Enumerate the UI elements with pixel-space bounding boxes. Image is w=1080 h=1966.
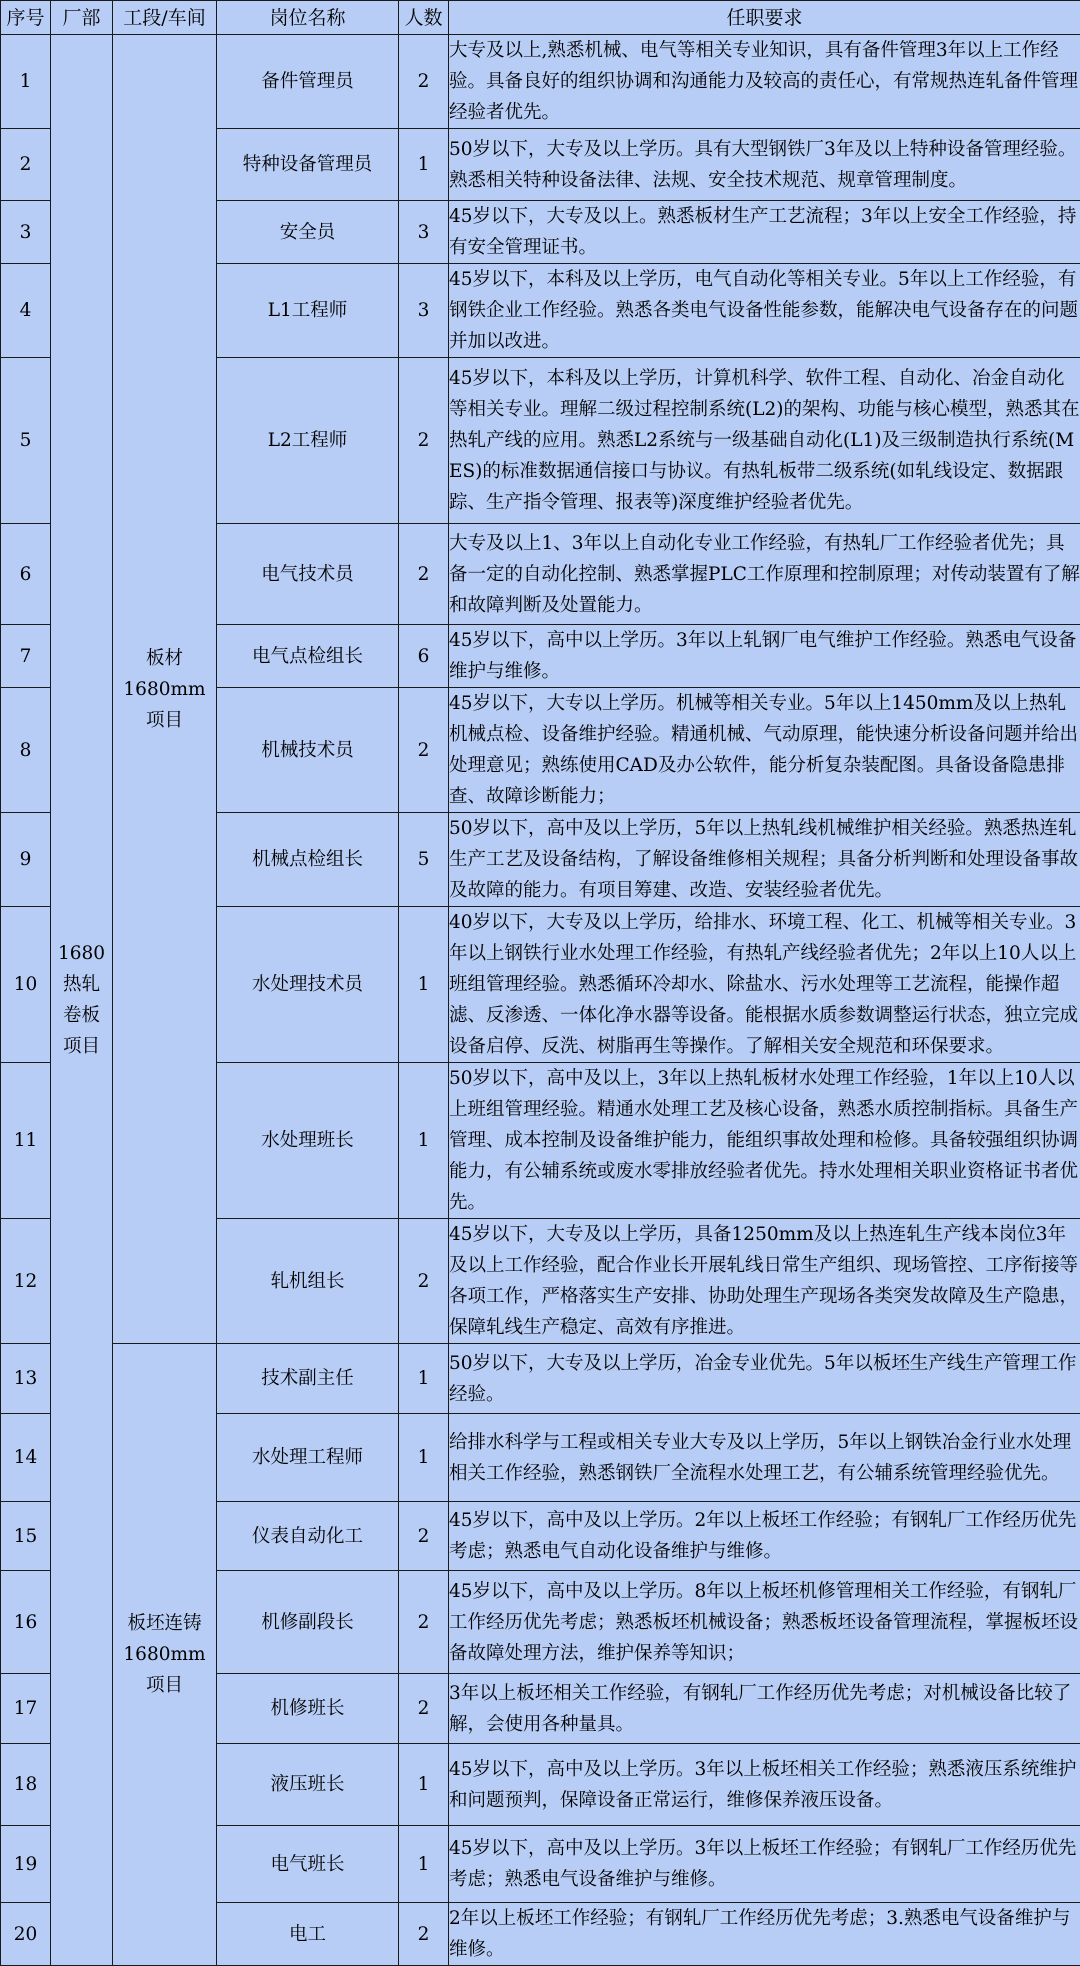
header-position: 岗位名称 bbox=[217, 1, 399, 35]
count-cell: 1 bbox=[399, 1414, 449, 1502]
position-cell: 安全员 bbox=[217, 201, 399, 264]
count-cell: 1 bbox=[399, 1344, 449, 1414]
count-cell: 2 bbox=[399, 1219, 449, 1344]
seq-cell: 15 bbox=[1, 1502, 51, 1571]
requirement-cell: 45岁以下，高中及以上学历。2年以上板坯工作经验；有钢轧厂工作经历优先考虑；熟悉电气自动化设备维护与维修。 bbox=[449, 1502, 1080, 1571]
section-line: 项目 bbox=[113, 705, 216, 736]
requirement-cell: 45岁以下，高中及以上学历。3年以上板坯相关工作经验；熟悉液压系统维护和问题预判，保障设备正常运行，维修保养液压设备。 bbox=[449, 1744, 1080, 1826]
count-cell: 2 bbox=[399, 1674, 449, 1744]
count-cell: 2 bbox=[399, 1571, 449, 1674]
seq-cell: 13 bbox=[1, 1344, 51, 1414]
count-cell: 2 bbox=[399, 1502, 449, 1571]
position-cell: L2工程师 bbox=[217, 358, 399, 524]
count-cell: 1 bbox=[399, 1744, 449, 1826]
header-seq: 序号 bbox=[1, 1, 51, 35]
factory-cell bbox=[51, 35, 113, 1966]
seq-cell: 7 bbox=[1, 625, 51, 688]
position-cell: 电工 bbox=[217, 1903, 399, 1966]
count-cell: 6 bbox=[399, 625, 449, 688]
seq-cell: 3 bbox=[1, 201, 51, 264]
requirement-cell: 45岁以下，大专及以上。熟悉板材生产工艺流程；3年以上安全工作经验，持有安全管理证书。 bbox=[449, 201, 1080, 264]
count-cell: 2 bbox=[399, 35, 449, 129]
seq-cell: 4 bbox=[1, 264, 51, 358]
seq-cell: 12 bbox=[1, 1219, 51, 1344]
factory-line: 1680 bbox=[51, 938, 112, 969]
requirement-cell: 40岁以下，大专及以上学历，给排水、环境工程、化工、机械等相关专业。3年以上钢铁行业水处理工作经验，有热轧产线经验者优先；2年以上10人以上班组管理经验。熟悉循环冷却水、除盐水、污水处理等工艺流程，能操作超滤、反渗透、一体化净水器等设备。能根据水质参数调整运行状态，独立完成设备启停、反洗、树脂再生等操作。了解相关安全规范和环保要求。 bbox=[449, 907, 1080, 1063]
position-cell: 机修班长 bbox=[217, 1674, 399, 1744]
header-section: 工段/车间 bbox=[113, 1, 217, 35]
count-cell: 1 bbox=[399, 1063, 449, 1219]
section-line: 1680mm bbox=[113, 1639, 216, 1670]
requirement-cell: 45岁以下，本科及以上学历，计算机科学、软件工程、自动化、冶金自动化等相关专业。理解二级过程控制系统(L2)的架构、功能与核心模型，熟悉其在热轧产线的应用。熟悉L2系统与一级基础自动化(L1)及三级制造执行系统(MES)的标准数据通信接口与协议。有热轧板带二级系统(如轧线设定、数据跟踪、生产指令管理、报表等)深度维护经验者优先。 bbox=[449, 358, 1080, 524]
requirement-cell: 3年以上板坯相关工作经验，有钢轧厂工作经历优先考虑；对机械设备比较了解，会使用各种量具。 bbox=[449, 1674, 1080, 1744]
position-cell: 特种设备管理员 bbox=[217, 129, 399, 201]
count-cell: 5 bbox=[399, 813, 449, 907]
position-cell: 电气点检组长 bbox=[217, 625, 399, 688]
section-cell bbox=[113, 35, 217, 1344]
factory-line: 项目 bbox=[51, 1031, 112, 1062]
header-count: 人数 bbox=[399, 1, 449, 35]
requirement-cell: 45岁以下，本科及以上学历，电气自动化等相关专业。5年以上工作经验，有钢铁企业工作经验。熟悉各类电气设备性能参数，能解决电气设备存在的问题并加以改进。 bbox=[449, 264, 1080, 358]
position-cell: 液压班长 bbox=[217, 1744, 399, 1826]
seq-cell: 8 bbox=[1, 688, 51, 813]
count-cell: 1 bbox=[399, 129, 449, 201]
position-cell: 电气技术员 bbox=[217, 524, 399, 625]
position-cell: 机修副段长 bbox=[217, 1571, 399, 1674]
requirement-cell: 45岁以下，大专及以上学历，具备1250mm及以上热连轧生产线本岗位3年及以上工作经验，配合作业长开展轧线日常生产组织、现场管控、工序衔接等各项工作，严格落实生产安排、协助处理生产现场各类突发故障及生产隐患，保障轧线生产稳定、高效有序推进。 bbox=[449, 1219, 1080, 1344]
seq-cell: 14 bbox=[1, 1414, 51, 1502]
position-cell: L1工程师 bbox=[217, 264, 399, 358]
seq-cell: 5 bbox=[1, 358, 51, 524]
requirement-cell: 2年以上板坯工作经验；有钢轧厂工作经历优先考虑；3.熟悉电气设备维护与维修。 bbox=[449, 1903, 1080, 1966]
requirement-cell: 大专及以上1、3年以上自动化专业工作经验，有热轧厂工作经验者优先；具备一定的自动化控制、熟悉掌握PLC工作原理和控制原理；对传动装置有了解和故障判断及处置能力。 bbox=[449, 524, 1080, 625]
requirement-cell: 给排水科学与工程或相关专业大专及以上学历，5年以上钢铁冶金行业水处理相关工作经验，熟悉钢铁厂全流程水处理工艺，有公辅系统管理经验优先。 bbox=[449, 1414, 1080, 1502]
seq-cell: 20 bbox=[1, 1903, 51, 1966]
requirement-cell: 大专及以上,熟悉机械、电气等相关专业知识，具有备件管理3年以上工作经验。具备良好的组织协调和沟通能力及较高的责任心，有常规热连轧备件管理经验者优先。 bbox=[449, 35, 1080, 129]
section-line: 板坯连铸 bbox=[113, 1608, 216, 1639]
table-row bbox=[1, 1344, 1080, 1414]
seq-cell: 18 bbox=[1, 1744, 51, 1826]
count-cell: 3 bbox=[399, 201, 449, 264]
position-cell: 备件管理员 bbox=[217, 35, 399, 129]
position-cell: 水处理技术员 bbox=[217, 907, 399, 1063]
seq-cell: 11 bbox=[1, 1063, 51, 1219]
section-line: 板材 bbox=[113, 643, 216, 674]
position-cell: 仪表自动化工 bbox=[217, 1502, 399, 1571]
count-cell: 2 bbox=[399, 524, 449, 625]
requirement-cell: 50岁以下，大专及以上学历。具有大型钢铁厂3年及以上特种设备管理经验。熟悉相关特种设备法律、法规、安全技术规范、规章管理制度。 bbox=[449, 129, 1080, 201]
requirement-cell: 50岁以下，高中及以上，3年以上热轧板材水处理工作经验，1年以上10人以上班组管理经验。精通水处理工艺及核心设备，熟悉水质控制指标。具备生产管理、成本控制及设备维护能力，能组织事故处理和检修。具备较强组织协调能力，有公辅系统或废水零排放经验者优先。持水处理相关职业资格证书者优先。 bbox=[449, 1063, 1080, 1219]
factory-line: 热轧 bbox=[51, 969, 112, 1000]
count-cell: 2 bbox=[399, 688, 449, 813]
count-cell: 2 bbox=[399, 1903, 449, 1966]
count-cell: 1 bbox=[399, 1826, 449, 1903]
requirement-cell: 50岁以下，高中及以上学历，5年以上热轧线机械维护相关经验。熟悉热连轧生产工艺及设备结构，了解设备维修相关规程；具备分析判断和处理设备事故及故障的能力。有项目筹建、改造、安装经验者优先。 bbox=[449, 813, 1080, 907]
seq-cell: 17 bbox=[1, 1674, 51, 1744]
count-cell: 1 bbox=[399, 907, 449, 1063]
header-row bbox=[1, 1, 1080, 35]
section-line: 项目 bbox=[113, 1670, 216, 1701]
position-cell: 机械点检组长 bbox=[217, 813, 399, 907]
count-cell: 2 bbox=[399, 358, 449, 524]
header-factory: 厂部 bbox=[51, 1, 113, 35]
position-cell: 技术副主任 bbox=[217, 1344, 399, 1414]
seq-cell: 16 bbox=[1, 1571, 51, 1674]
requirement-cell: 45岁以下，大专以上学历。机械等相关专业。5年以上1450mm及以上热轧机械点检、设备维护经验。精通机械、气动原理，能快速分析设备问题并给出处理意见；熟练使用CAD及办公软件，能分析复杂装配图。具备设备隐患排查、故障诊断能力； bbox=[449, 688, 1080, 813]
seq-cell: 10 bbox=[1, 907, 51, 1063]
seq-cell: 19 bbox=[1, 1826, 51, 1903]
seq-cell: 6 bbox=[1, 524, 51, 625]
requirement-cell: 50岁以下，大专及以上学历，冶金专业优先。5年以板坯生产线生产管理工作经验。 bbox=[449, 1344, 1080, 1414]
seq-cell: 1 bbox=[1, 35, 51, 129]
seq-cell: 9 bbox=[1, 813, 51, 907]
requirement-cell: 45岁以下，高中及以上学历。3年以上板坯工作经验；有钢轧厂工作经历优先考虑；熟悉电气设备维护与维修。 bbox=[449, 1826, 1080, 1903]
header-requirement: 任职要求 bbox=[449, 1, 1080, 35]
count-cell: 3 bbox=[399, 264, 449, 358]
position-cell: 机械技术员 bbox=[217, 688, 399, 813]
position-cell: 轧机组长 bbox=[217, 1219, 399, 1344]
requirement-cell: 45岁以下，高中及以上学历。8年以上板坯机修管理相关工作经验，有钢轧厂工作经历优先考虑；熟悉板坯机械设备；熟悉板坯设备管理流程，掌握板坯设备故障处理方法，维护保养等知识； bbox=[449, 1571, 1080, 1674]
seq-cell: 2 bbox=[1, 129, 51, 201]
requirement-cell: 45岁以下，高中以上学历。3年以上轧钢厂电气维护工作经验。熟悉电气设备维护与维修。 bbox=[449, 625, 1080, 688]
position-cell: 水处理工程师 bbox=[217, 1414, 399, 1502]
factory-line: 卷板 bbox=[51, 1000, 112, 1031]
position-cell: 水处理班长 bbox=[217, 1063, 399, 1219]
table-row bbox=[1, 35, 1080, 129]
position-cell: 电气班长 bbox=[217, 1826, 399, 1903]
section-cell bbox=[113, 1344, 217, 1966]
section-line: 1680mm bbox=[113, 674, 216, 705]
